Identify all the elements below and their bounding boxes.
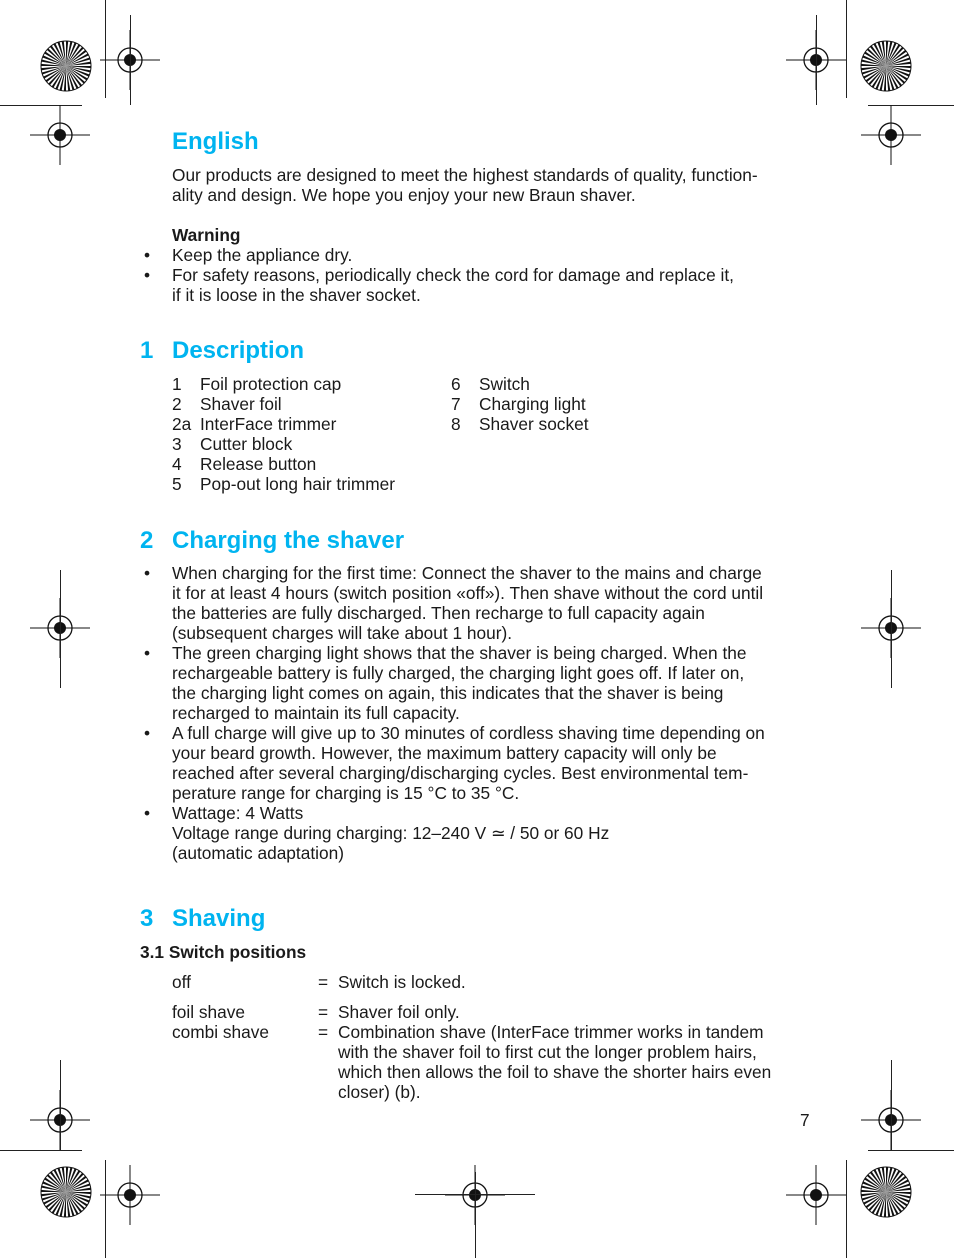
part-number: 5 [172,474,182,494]
position-name: off [172,972,191,992]
crop-line [816,15,817,105]
registration-mark-icon [30,105,90,165]
list-item [140,723,830,803]
position-name: foil shave [172,1002,246,1022]
text-line: if it is loose in the shaver socket. [172,285,421,305]
text-line: rechargeable battery is fully charged, the charging light goes off. If later on, [172,663,745,683]
position-description [338,1022,771,1102]
crop-line [475,1172,476,1258]
star-target-icon [40,40,92,92]
crop-line [891,1060,892,1150]
part-label: Foil protection cap [200,374,342,394]
text-line: Combination shave (InterFace trimmer works in tandem [338,1022,764,1042]
section-heading-description [140,337,540,365]
part-label: Pop-out long hair trimmer [200,474,395,494]
part-number: 4 [172,454,182,474]
switch-positions-table [172,972,771,1102]
text-line: it for at least 4 hours (switch position «off»). Then shave without the cord until [172,583,764,603]
section-heading-shaving [140,905,540,933]
part-number: 2a [172,414,192,434]
text-line: recharged to maintain its full capacity. [172,703,460,723]
part-number: 6 [451,374,461,394]
part-number: 2 [172,394,182,414]
crop-line [868,1150,954,1151]
text-line: (automatic adaptation) [172,843,344,863]
section-number: 3 [140,905,154,932]
crop-line [60,570,61,688]
text-line: (subsequent charges will take about 1 hour). [172,623,513,643]
equals-sign: = [318,972,329,992]
text-line: perature range for charging is 15 °C to 35 °C. [172,783,520,803]
part-number: 3 [172,434,182,454]
list-item [140,643,830,723]
text-line: Our products are designed to meet the highest standards of quality, function- [172,165,758,185]
crop-line [130,15,131,105]
text-line: the charging light comes on again, this indicates that the shaver is being [172,683,724,703]
equals-sign: = [318,1022,329,1042]
text-line: For safety reasons, periodically check the cord for damage and replace it, [172,265,734,285]
intro-paragraph [172,165,758,205]
text-line: Shaver foil only. [338,1002,460,1022]
parts-list-left [172,374,395,494]
crop-line [846,0,847,98]
registration-mark-icon [100,1165,160,1225]
star-target-icon [860,40,912,92]
crop-line [60,1060,61,1150]
text-line: Keep the appliance dry. [172,245,353,265]
text-line: Switch is locked. [338,972,466,992]
text-line: When charging for the first time: Connect the shaver to the mains and charge [172,563,762,583]
page-number: 7 [800,1110,810,1130]
part-label: InterFace trimmer [200,414,337,434]
section-heading-charging [140,527,540,555]
section-number: 2 [140,527,154,554]
part-number: 8 [451,414,461,434]
heading-text: Charging the shaver [172,527,405,554]
text-line: The green charging light shows that the shaver is being charged. When the [172,643,747,663]
charging-list [140,563,830,863]
position-name: combi shave [172,1022,270,1042]
warning-heading: Warning [172,225,241,245]
star-target-icon [860,1166,912,1218]
list-item [140,563,830,643]
section-number: 1 [140,337,154,364]
warning-list [140,245,820,305]
part-label: Shaver foil [200,394,282,414]
parts-list-right [451,374,589,434]
crop-line [0,1150,82,1151]
registration-mark-icon [861,105,921,165]
position-description [338,1002,771,1022]
text-line: Voltage range during charging: 12–240 V ≃ / 50 or 60 Hz [172,823,610,843]
part-label: Shaver socket [479,414,589,434]
part-label: Charging light [479,394,586,414]
part-label: Release button [200,454,317,474]
part-label: Cutter block [200,434,293,454]
text-line: closer) (b). [338,1082,421,1102]
part-label: Switch [479,374,530,394]
crop-line [415,1194,535,1195]
heading-text: Description [172,337,305,364]
text-line: ality and design. We hope you enjoy your new Braun shaver. [172,185,636,205]
list-item [140,803,830,863]
text-line: Wattage: 4 Watts [172,803,304,823]
heading-text: Shaving [172,905,266,932]
crop-line [846,1160,847,1258]
crop-line [891,570,892,688]
text-line: with the shaver foil to first cut the longer problem hairs, [338,1042,757,1062]
text-line: your beard growth. However, the maximum battery capacity will only be [172,743,717,763]
part-number: 1 [172,374,182,394]
registration-mark-icon [786,1165,846,1225]
position-description [338,972,771,992]
star-target-icon [40,1166,92,1218]
list-item [140,265,820,305]
text-line: which then allows the foil to shave the shorter hairs even [338,1062,772,1082]
text-line: the batteries are fully discharged. Then recharge to full capacity again [172,603,705,623]
equals-sign: = [318,1002,329,1022]
switch-positions-heading: 3.1 Switch positions [140,942,307,962]
heading-text: English [172,128,259,155]
part-number: 7 [451,394,461,414]
list-item [140,245,820,265]
text-line: A full charge will give up to 30 minutes of cordless shaving time depending on [172,723,765,743]
text-line: reached after several charging/discharging cycles. Best environmental tem- [172,763,749,783]
